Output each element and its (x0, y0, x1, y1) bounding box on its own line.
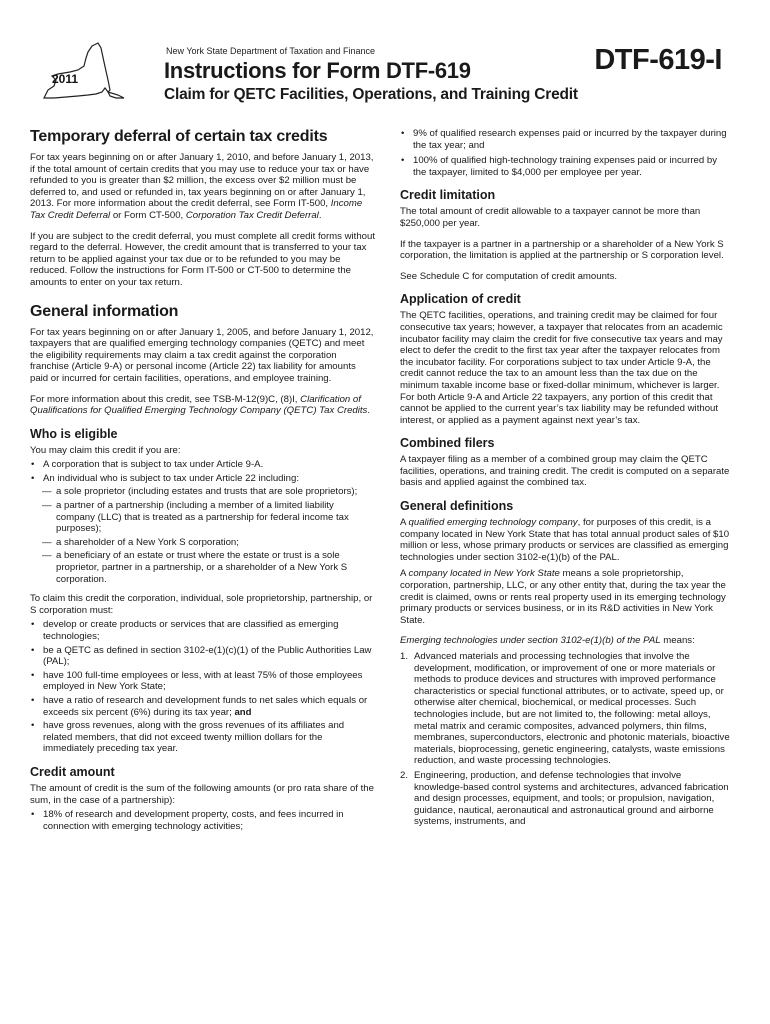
limitation-paragraph-3: See Schedule C for computation of credit amounts. (400, 270, 618, 282)
list-item: 2. Engineering, production, and defense technologies that involve knowledge-based control systems and architectures, advanced fabrication and design processes, equipment, and tools; or propulsion, navigation, guidance, nautical, aeronautical and astronautical ground and airborne systems, instruments, and (400, 769, 729, 828)
left-column (30, 128, 375, 841)
deferral-paragraph-1: For tax years beginning on or after January 1, 2010, and before January 1, 2013, if the total amount of certain credits that you may use to reduce your tax or have refunded to you is greater than $2 million, the excess over $2 million must be deferred to, and used or refunded in, tax years beginning on or after January 1, 2013. For more information about the credit deferral, see Form IT-500, Income Tax Credit Deferral or Form CT-500, Corporation Tax Credit Deferral. (30, 152, 374, 221)
limitation-paragraph-2: If the taxpayer is a partner in a partnership or a shareholder of a New York S corporation, the limitation is applied at the partnership or S corporation level. (400, 238, 724, 262)
list-item: • have 100 full-time employees or less, with at least 75% of those employees employed in New York State; (30, 670, 375, 693)
section-who-is-eligible (30, 427, 375, 755)
credit-amount-list-continued (400, 128, 730, 178)
limitation-paragraph-1: The total amount of credit allowable to a taxpayer cannot be more than $250,000 per year. (400, 206, 701, 229)
heading-general-information: General information (30, 302, 179, 320)
general-paragraph-1: For tax years beginning on or after January 1, 2005, and before January 1, 2012, taxpayers that are qualified emerging technology companies (QETC) and meet the eligibility requirements may claim a tax credit against the corporation franchise (Article 9-A) or personal income (Article 22) tax liability for amounts paid or incurred for certain facilities, operations, and employee training. (30, 326, 374, 384)
section-application-of-credit (400, 292, 730, 426)
definitions-paragraph-2: A company located in New York State means a sole proprietorship, corporation, partnership, LLC, or any other entity that, during the tax year the credit is claimed, owns or rents real property used in its emerging technology primary products or services business, or in its R&D activities in New York State. (400, 568, 726, 626)
section-deferral (30, 128, 375, 289)
list-item: • have a ratio of research and development funds to net sales which equals or exceeds six percent (6%) during its tax year; and (30, 695, 375, 718)
section-combined-filers (400, 436, 730, 489)
deferral-paragraph-2: If you are subject to the credit deferral, you must complete all credit forms without regard to the deferral. However, the credit amount that is transferred to your tax return to be applied against your tax due or to be refunded to you may be reduced. Follow the instructions for Form IT-500 or CT-500 to determine the amounts to enter on your tax return. (30, 230, 375, 288)
list-item: — a shareholder of a New York S corporation; (30, 537, 375, 549)
page-subtitle: Claim for QETC Facilities, Operations, and Training Credit (164, 86, 578, 103)
list-item: — a beneficiary of an estate or trust where the estate or trust is a sole proprietor, partner in a partnership, or a shareholder of a New York S corporation. (30, 550, 375, 585)
requirements-list (30, 619, 375, 755)
list-item: • be a QETC as defined in section 3102-e(1)(c)(1) of the Public Authorities Law (PAL); (30, 645, 375, 668)
heading-credit-amount: Credit amount (30, 764, 115, 779)
eligible-intro: You may claim this credit if you are: (30, 444, 181, 456)
heading-combined-filers: Combined filers (400, 436, 495, 451)
general-paragraph-2: For more information about this credit, see TSB-M-12(9)C, (8)I, Clarification of Qualifications for Qualified Emerging Technology Company (QETC) Tax Credits. (30, 393, 371, 417)
list-item: • A corporation that is subject to tax under Article 9-A. (30, 459, 375, 471)
section-general-definitions (400, 499, 730, 828)
heading-credit-limitation: Credit limitation (400, 188, 496, 203)
page-title: Instructions for Form DTF-619 (164, 58, 471, 83)
definitions-paragraph-1: A qualified emerging technology company, for purposes of this credit, is a company located in New York State that has total annual product sales of $10 million or less, whose primary products or services are classified as emerging technologies under section 3102-e(1)(b) of the PAL. (400, 517, 730, 563)
section-credit-limitation (400, 188, 730, 282)
list-item: — a partner of a partnership (including a member of a limited liability company (LLC) that is treated as a partnership for federal income tax purposes); (30, 500, 375, 535)
emerging-technologies-list (400, 651, 730, 828)
list-item: • have gross revenues, along with the gross revenues of its affiliates and related members, that did not exceed twenty million dollars for the immediately preceding tax year. (30, 720, 375, 755)
section-credit-amount (30, 765, 375, 832)
credit-amount-paragraph: The amount of credit is the sum of the following amounts (or pro rata share of the sum, in the case of a partnership): (30, 782, 374, 806)
heading-general-definitions: General definitions (400, 499, 514, 514)
tax-year: 2011 (52, 72, 79, 86)
list-item: 1. Advanced materials and processing technologies that involve the development, modification, or improvement of one or more materials or methods to produce devices and structures with improved performance characteristics or special functional attributes, or to activate, speed up, or otherwise alter chemical, biochemical, or medical processes. Such technologies include, but are not limited to, the following: metal alloys, metal matrix and ceramic composites, advanced polymers, thin films, membranes, superconductors, electronic and photonic materials, bioactive materials, bioprocessing, genetic engineering, catalysts, waste emissions reduction, and waste processing technologies. (400, 651, 730, 767)
form-code: DTF-619-I (594, 44, 722, 76)
combined-paragraph: A taxpayer filing as a member of a combined group may claim the QETC facilities, operations, and training credit. The credit is computed on a separate basis and applied against the combined tax. (400, 454, 730, 489)
list-item: — a sole proprietor (including estates and trusts that are sole proprietors); (30, 486, 375, 498)
heading-who-is-eligible: Who is eligible (30, 426, 118, 441)
agency-name: New York State Department of Taxation and Finance (166, 46, 375, 56)
section-general-information (30, 303, 375, 417)
list-item: • 18% of research and development property, costs, and fees incurred in connection with emerging technology activities; (30, 809, 375, 832)
heading-deferral: Temporary deferral of certain tax credits (30, 128, 328, 145)
right-column (400, 128, 730, 836)
list-item: • 9% of qualified research expenses paid or incurred by the taxpayer during the tax year; and (400, 128, 730, 151)
eligible-list (30, 459, 375, 585)
eligible-requirements-intro: To claim this credit the corporation, individual, sole proprietorship, partnership, or S corporation must: (30, 593, 373, 616)
heading-application-of-credit: Application of credit (400, 292, 521, 307)
credit-amount-list (30, 809, 375, 832)
list-item: • develop or create products or services that are classified as emerging technologies; (30, 619, 375, 642)
list-item: • An individual who is subject to tax under Article 22 including: (30, 473, 375, 485)
form-header (0, 0, 770, 120)
list-item: • 100% of qualified high-technology training expenses paid or incurred by the taxpayer, limited to $4,000 per employee per year. (400, 155, 730, 178)
definitions-paragraph-3: Emerging technologies under section 3102-e(1)(b) of the PAL means: (400, 635, 695, 647)
application-paragraph: The QETC facilities, operations, and training credit may be claimed for four consecutive tax years; however, a taxpayer that relocates from an academic incubator facility may claim the credit for five consecutive tax years and may elect to defer the credit to the first tax year after the taxpayer relocates from the incubator facility. For corporations subject to tax under Article 9-A, the credit cannot reduce the tax to an amount less than the tax due on the minimum taxable income base or fixed-dollar minimum, whichever is larger. For both Article 9-A and Article 22 taxpayers, any portion of this credit that cannot be applied to the current year’s tax liability may be refunded without interest, or applied as a payment against next year’s tax. (400, 310, 723, 426)
